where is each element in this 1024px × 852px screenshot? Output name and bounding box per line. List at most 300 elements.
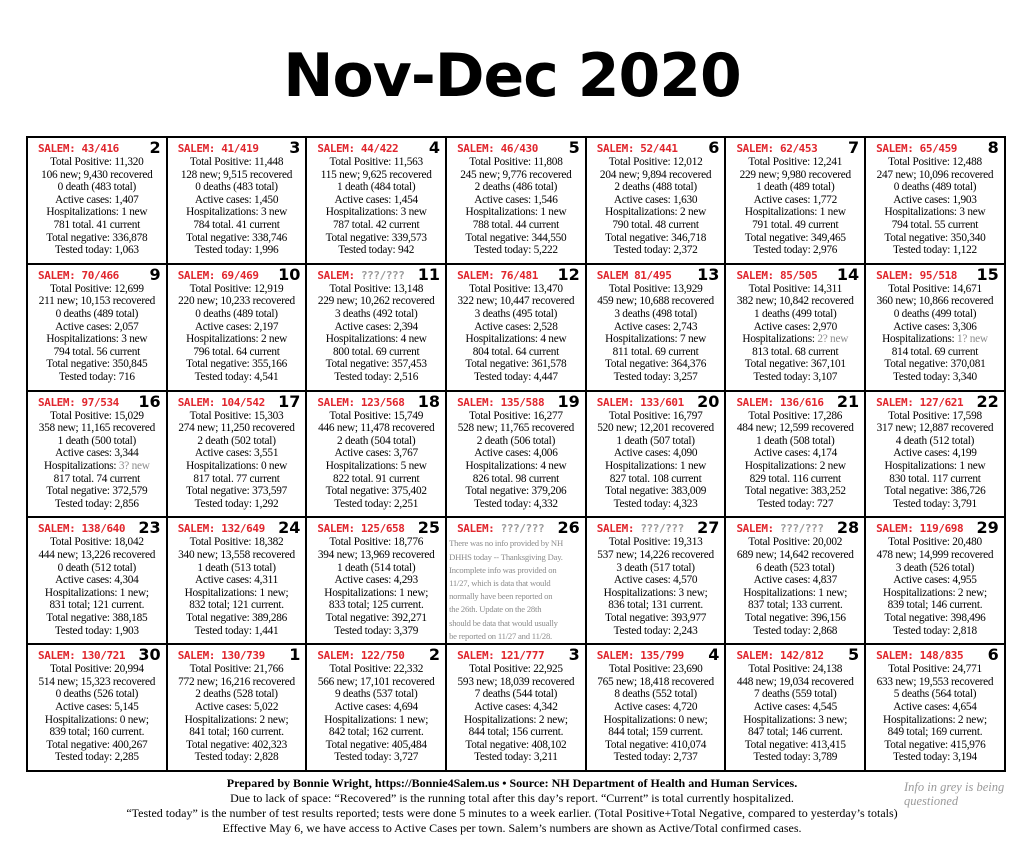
salem-label: SALEM: 104/542 [177,395,265,409]
stat-line: Hospitalizations: 1 new [465,206,567,219]
stat-line: Total negative: 357,453 [325,358,427,371]
salem-cases [597,522,684,535]
stat-line: Tested today: 2,243 [613,624,698,637]
stat-line: Total negative: 383,009 [605,485,707,498]
stat-line: Total negative: 346,718 [605,231,707,244]
salem-label: SALEM: 148/835 [876,649,964,663]
salem-cases [457,396,544,409]
stat-line: Hospitalizations: 1 new; [184,586,289,599]
salem-label: SALEM: 76/481 [457,268,538,282]
stat-line: Total negative: 392,271 [325,611,427,624]
stat-line: Total negative: 370,081 [884,358,986,371]
stat-line: Active cases: 2,970 [753,320,837,333]
hospitalizations-line [30,460,164,473]
stat-line: 394 new; 13,969 recovered [317,548,435,561]
stat-line: Total negative: 372,579 [46,485,148,498]
stat-line: 360 new; 10,866 recovered [876,295,994,308]
stat-line: 566 new; 17,101 recovered [317,675,435,688]
stat-line: Total Positive: 20,002 [748,536,843,549]
stat-line: 0 death (512 total) [57,561,137,574]
stat-line: 382 new; 10,842 recovered [736,295,854,308]
day-cell [28,392,168,519]
stat-line: 813 total. 68 current [752,345,839,358]
stat-line: 827 total. 108 current [609,472,702,485]
stat-line: Hospitalizations: 2 new [744,459,846,472]
stat-line: Hospitalizations: 2 new; [883,586,987,599]
stat-line: Tested today: 4,332 [473,497,558,510]
stat-line: 849 total; 169 current. [887,726,983,739]
stat-line: Total negative: 396,156 [744,611,846,624]
stat-line: Total negative: 364,376 [605,358,707,371]
day-number: 15 [976,264,999,284]
stat-line: Active cases: 2,528 [474,320,558,333]
stat-line: Active cases: 1,407 [55,193,139,206]
stat-line: Total Positive: 21,766 [189,663,284,676]
day-header [868,266,1002,283]
day-number: 19 [557,391,580,411]
salem-cases [597,142,678,155]
salem-cases [317,396,404,409]
day-cell [447,138,587,265]
stat-line: Hospitalizations: 7 new [605,333,707,346]
stat-line: Active cases: 1,546 [474,193,558,206]
salem-label: SALEM: 130/739 [177,649,265,663]
stat-line: 1 death (489 total) [756,181,835,194]
stat-line: Tested today: 3,211 [474,751,558,764]
stat-line: Tested today: 1,122 [893,244,977,257]
stat-line: Hospitalizations: 1 new [884,459,986,472]
questioned-note-line: the 26th. Update on the 28th [449,604,542,615]
stat-line: 633 new; 19,553 recovered [876,675,994,688]
day-number: 3 [289,138,301,157]
stat-line: 520 new; 12,201 recovered [597,422,714,435]
day-header [449,646,583,663]
stat-line: Total negative: 344,550 [465,231,567,244]
stat-line: 459 new; 10,688 recovered [597,295,714,308]
stat-line: Tested today: 5,222 [473,244,558,257]
stat-line: 115 new; 9,625 recovered [320,168,432,181]
stat-line: Tested today: 3,257 [613,370,698,383]
stat-line: 0 deaths (499 total) [893,307,977,320]
stat-line: Total Positive: 12,241 [748,156,843,168]
day-number: 1 [289,645,301,665]
day-cell [866,518,1006,645]
stat-line: Active cases: 4,199 [893,447,977,460]
day-header [309,519,443,536]
stat-line: 1 death (484 total) [337,181,416,194]
salem-cases [457,649,544,662]
day-number: 6 [708,138,720,157]
stat-line: 229 new; 9,980 recovered [739,168,851,181]
stat-line: Total negative: 388,185 [46,611,148,624]
stat-line: 444 new; 13,226 recovered [38,548,156,561]
day-number: 18 [417,391,441,411]
stat-line: 796 total. 64 current [193,345,280,358]
salem-cases [317,269,404,282]
day-header [30,139,164,156]
stat-line: Total negative: 373,597 [185,485,288,498]
salem-cases [178,396,265,409]
day-header [868,646,1002,663]
stat-line: 811 total. 69 current [612,345,699,358]
day-header [728,139,862,156]
day-cell [726,138,866,265]
stat-line: Tested today: 1,441 [194,624,279,637]
day-number: 17 [278,391,301,411]
stat-line: Tested today: 3,379 [334,624,419,637]
stat-line: Total Positive: 11,563 [329,156,423,168]
day-header [30,393,164,410]
calendar-week [28,392,1006,519]
day-cell [168,138,308,265]
stat-line: Active cases: 4,955 [893,574,977,587]
stat-line: Active cases: 4,545 [753,700,837,713]
day-header [309,393,443,410]
day-cell [587,392,727,519]
salem-cases [876,142,957,155]
stat-line: Total negative: 349,465 [744,231,846,244]
day-header [449,266,583,283]
hospitalizations-questioned-value: 1? new [957,333,988,346]
stat-line: 106 new; 9,430 recovered [41,168,153,181]
stat-line: Total negative: 400,267 [46,738,148,751]
day-cell [726,392,866,519]
stat-line: 8 deaths (552 total) [614,688,697,701]
salem-cases [317,649,404,662]
stat-line: Tested today: 716 [58,370,135,383]
stat-line: Total negative: 393,977 [605,611,707,624]
day-cell [587,138,727,265]
questioned-note-line: Incomplete info was provided on [449,564,557,575]
questioned-note-line: should be data that would usually [449,617,558,628]
salem-cases [597,649,684,662]
day-header [170,519,304,536]
stat-line: Total Positive: 20,480 [888,536,982,549]
day-header [30,266,164,283]
stat-line: Active cases: 4,090 [613,447,698,460]
salem-label: SALEM: 142/812 [736,649,824,663]
day-cell [28,138,168,265]
day-cell [866,265,1006,392]
stat-line: Total Positive: 22,925 [469,663,563,676]
stat-line: 817 total. 74 current [53,472,141,485]
stat-line: Active cases: 1,630 [613,193,698,206]
salem-label: SALEM: [596,522,641,536]
stat-line: Tested today: 2,856 [54,497,139,510]
stat-line: Total negative: 350,340 [884,231,986,244]
stat-line: Active cases: 4,837 [753,574,837,587]
stat-line: 847 total; 146 current. [747,726,843,739]
salem-label: SALEM: 135/588 [457,395,545,409]
salem-cases [876,269,957,282]
day-header [30,519,164,536]
stat-line: 484 new; 12,599 recovered [736,422,854,435]
day-cell [587,645,727,772]
salem-label: SALEM: 95/518 [876,268,958,282]
day-header [170,266,304,283]
salem-label: SALEM: 69/469 [177,268,259,282]
stat-line: Tested today: 2,868 [753,624,838,637]
stat-line: Hospitalizations: 3 new [186,206,287,219]
stat-line: Total negative: 408,102 [465,738,567,751]
salem-label: SALEM: 123/568 [317,395,405,409]
stat-line: Tested today: 4,323 [613,497,698,510]
salem-label: SALEM 81/495 [596,268,672,282]
stat-line: Hospitalizations: 4 new [465,459,567,472]
stat-line: Total negative: 410,074 [605,738,707,751]
stat-line: Tested today: 1,063 [54,244,139,257]
day-cell [726,645,866,772]
stat-line: Tested today: 2,372 [613,244,698,257]
stat-line: Active cases: 4,654 [893,700,977,713]
stat-line: Hospitalizations: 5 new [325,459,427,472]
stat-line: Hospitalizations: 0 new; [603,713,708,726]
stat-line: 3 deaths (492 total) [334,307,418,320]
stat-line: 128 new; 9,515 recovered [180,168,293,181]
stat-line: 689 new; 14,642 recovered [736,548,854,561]
salem-label: SALEM: 62/453 [736,142,818,155]
stat-line: Tested today: 4,541 [194,370,279,383]
stat-line: 814 total. 69 current [891,345,979,358]
stat-line: Tested today: 1,903 [54,624,139,637]
salem-label: SALEM: [736,522,780,536]
salem-label: SALEM: 85/505 [736,268,818,282]
salem-cases [457,522,544,535]
stat-line: Total Positive: 17,598 [888,409,982,422]
stat-line: 790 total. 48 current [612,218,699,231]
calendar-week [28,518,1006,645]
salem-cases [597,269,672,282]
stat-line: Tested today: 1,292 [194,497,279,510]
day-header [728,393,862,410]
stat-line: Active cases: 5,145 [55,700,139,713]
day-header [868,139,1002,156]
stat-line: Total Positive: 16,277 [469,409,563,422]
stat-line: Total negative: 336,878 [46,231,148,244]
salem-label: SALEM: 127/621 [876,395,964,409]
stat-line: Total negative: 338,746 [185,231,288,244]
stat-line: 7 deaths (544 total) [474,688,558,701]
day-cell [307,392,447,519]
salem-cases [597,396,684,409]
stat-line: Hospitalizations: 2 new [186,333,287,346]
day-number: 5 [568,138,580,157]
stat-line: Total negative: 386,726 [884,485,986,498]
day-cell [447,392,587,519]
day-cell [866,392,1006,519]
day-number: 27 [697,518,720,538]
day-cell [168,645,308,772]
stat-line: 844 total; 156 current. [468,726,564,739]
day-cell [307,518,447,645]
day-header [449,519,583,536]
day-cell [28,518,168,645]
footer-active-note: Effective May 6, we have access to Active Cases per town. Salem’s numbers are shown as Active/Total confirmed cases. [222,821,802,835]
stat-line: Active cases: 2,394 [334,320,418,333]
calendar-week [28,645,1006,772]
stat-line: Active cases: 4,304 [55,574,139,587]
stat-line: Tested today: 942 [338,244,415,257]
day-number: 20 [697,391,720,411]
hospitalizations-questioned-value: 2? new [817,333,849,346]
salem-label: SALEM: 119/698 [876,522,964,536]
day-number: 14 [836,264,860,284]
salem-cases [178,142,259,155]
stat-line: 0 deaths (489 total) [893,181,977,194]
stat-line: Total Positive: 13,929 [608,282,703,295]
day-header [868,393,1002,410]
day-number: 4 [428,138,441,157]
stat-line: Hospitalizations: 1 new; [743,586,848,599]
stat-line: 791 total. 49 current [752,218,839,231]
day-header [589,519,723,536]
stat-line: 844 total; 159 current. [608,726,703,739]
hospitalizations-label: Hospitalizations: [43,459,119,472]
stat-line: Active cases: 2,197 [194,320,279,333]
stat-line: Total Positive: 11,320 [50,156,144,168]
stat-line: 1 death (508 total) [756,434,835,447]
stat-line: 2 deaths (528 total) [195,688,278,701]
stat-line: Hospitalizations: 0 new; [44,713,149,726]
day-number: 10 [278,264,301,284]
day-header [589,266,723,283]
grey-info-note: Info in grey is being questioned [904,780,1005,808]
stat-line: Hospitalizations: 1 new [744,206,846,219]
salem-cases [876,396,963,409]
day-number: 12 [557,264,580,284]
salem-cases [38,522,125,535]
salem-cases [457,142,538,155]
stat-line: 3 deaths (495 total) [474,307,558,320]
stat-line: 2 deaths (486 total) [474,181,558,194]
stat-line: Total negative: 379,206 [465,485,567,498]
stat-line: Active cases: 3,306 [893,320,977,333]
salem-cases [876,649,963,662]
stat-line: 229 new; 10,262 recovered [317,295,435,308]
calendar-week [28,265,1006,392]
stat-line: Total Positive: 13,148 [329,282,424,295]
salem-cases [876,522,963,535]
stat-line: 832 total; 121 current. [189,599,284,612]
salem-cases [178,649,265,662]
day-cell [307,265,447,392]
stat-line: Tested today: 2,828 [194,751,279,764]
stat-line: 245 new; 9,776 recovered [460,168,572,181]
stat-line: Total Positive: 18,042 [49,536,144,549]
stat-line: Tested today: 3,789 [753,751,838,764]
stat-line: Active cases: 4,342 [474,700,558,713]
salem-label: SALEM: 44/422 [317,142,399,155]
stat-line: Total Positive: 20,994 [49,663,144,676]
stat-line: Hospitalizations: 1 new; [44,586,149,599]
stat-line: 514 new; 15,323 recovered [38,675,156,688]
stat-line: Hospitalizations: 4 new [325,333,427,346]
stat-line: 274 new; 11,250 recovered [178,422,295,435]
salem-cases [317,142,398,155]
day-header [309,266,443,283]
stat-line: Total Positive: 12,919 [189,282,284,295]
salem-label: SALEM: 70/466 [38,268,119,282]
stat-line: Total Positive: 18,382 [189,536,284,549]
salem-cases [38,142,119,155]
stat-line: Tested today: 727 [757,497,834,510]
stat-line: 322 new; 10,447 recovered [457,295,575,308]
stat-line: 787 total. 42 current [333,218,420,231]
stat-line: Total Positive: 11,808 [469,156,563,168]
salem-unknown-value: ???/??? [500,522,545,536]
salem-label: SALEM: 132/649 [177,522,265,536]
salem-cases [38,396,119,409]
stat-line: Tested today: 1,996 [194,244,279,257]
stat-line: Active cases: 2,057 [55,320,139,333]
day-cell [307,645,447,772]
stat-line: Total Positive: 24,771 [888,663,982,676]
stat-line: 772 new; 16,216 recovered [178,675,295,688]
stat-line: 794 total. 56 current [53,345,141,358]
stat-line: Tested today: 3,727 [334,751,419,764]
stat-line: Active cases: 1,772 [753,193,837,206]
salem-label: SALEM: 121/777 [457,649,545,663]
stat-line: Hospitalizations: 3 new [46,333,148,346]
day-header [728,646,862,663]
day-number: 4 [708,645,720,665]
stat-line: Hospitalizations: 3 new; [743,713,848,726]
stat-line: 788 total. 44 current [472,218,560,231]
stat-line: Total negative: 398,496 [884,611,986,624]
stat-line: 3 death (526 total) [895,561,975,574]
stat-line: Tested today: 2,251 [334,497,419,510]
stat-line: Hospitalizations: 3 new [325,206,427,219]
stat-line: Tested today: 2,818 [893,624,977,637]
footer-credit: Prepared by Bonnie Wright, https://Bonnie4Salem.us • Source: NH Department of Health and Human Services. [226,776,798,790]
stat-line: 0 deaths (483 total) [195,181,278,194]
stat-line: Total Positive: 16,797 [608,409,703,422]
stat-line: 340 new; 13,558 recovered [178,548,295,561]
day-number: 9 [149,264,161,284]
salem-label: SALEM: 43/416 [38,142,119,155]
stat-line: 800 total. 69 current [333,345,420,358]
stat-line: Total Positive: 23,690 [608,663,703,676]
day-cell [447,265,587,392]
day-header [728,266,862,283]
stat-line: 0 deaths (489 total) [195,307,278,320]
stat-line: 478 new; 14,999 recovered [876,548,994,561]
questioned-note-line: There was no info provided by NH [449,538,563,549]
day-number: 30 [138,645,161,665]
salem-label: SALEM: 135/799 [596,649,684,663]
footer-tested-note: “Tested today” is the number of test results reported; tests were done 5 minutes to a week earlier. (Total Positive+Total Negative, compared to yesterday’s totals) [126,806,898,820]
stat-line: 0 death (483 total) [57,181,137,194]
stat-line: Active cases: 2,743 [613,320,698,333]
day-number: 6 [987,645,999,665]
day-number: 5 [847,645,860,665]
day-cell [587,265,727,392]
stat-line: 2 death (506 total) [476,434,556,447]
salem-cases [38,269,119,282]
stat-line: 528 new; 11,765 recovered [457,422,575,435]
hospitalizations-label: Hospitalizations: [882,333,957,346]
stat-line: 448 new; 19,034 recovered [736,675,854,688]
stat-line: 826 total. 98 current [472,472,560,485]
stat-line: Tested today: 3,194 [893,751,977,764]
footer [0,776,1024,836]
stat-line: 829 total. 116 current [749,472,841,485]
day-number: 2 [428,645,441,665]
salem-label: SALEM: 65/459 [876,142,958,155]
salem-label: SALEM: [457,522,501,536]
stat-line: Total Positive: 13,470 [469,282,563,295]
stat-line: 822 total. 91 current [333,472,420,485]
